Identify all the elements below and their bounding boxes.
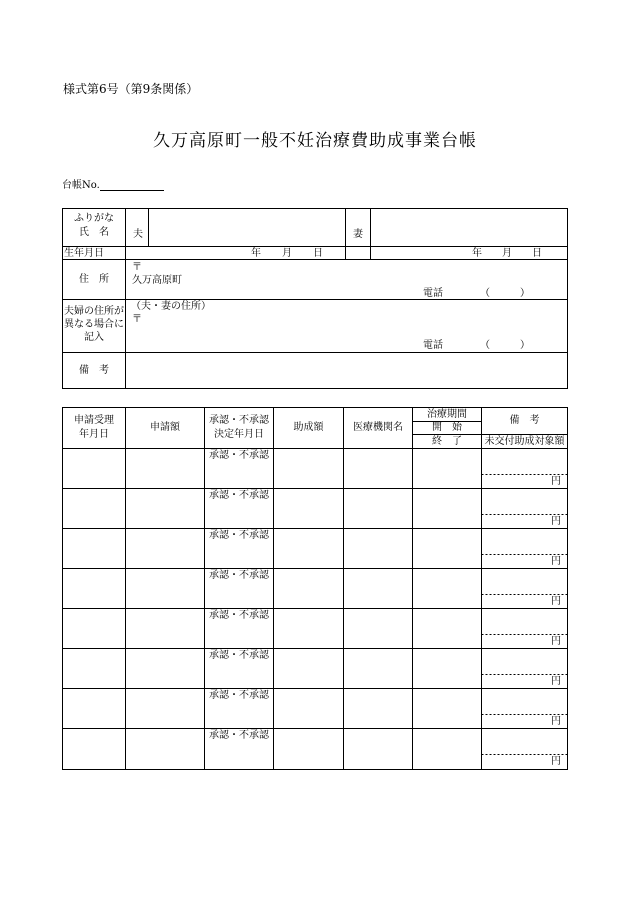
header-approval-1: 承認・不承認 — [209, 415, 269, 426]
diff-address-label-3: 記入 — [84, 332, 104, 343]
spouse-postal-mark: 〒 — [132, 314, 142, 325]
husband-dob-year: 年 — [251, 248, 261, 259]
header-period: 治療期間 — [427, 409, 467, 420]
row-4-approval: 承認・不承認 — [209, 570, 269, 581]
row-8-yen: 円 — [551, 756, 561, 767]
header-start: 開 始 — [432, 422, 462, 433]
diff-address-label-2: 異なる場合に — [64, 319, 124, 330]
row-8-approval: 承認・不承認 — [209, 730, 269, 741]
wife-dob-day: 日 — [532, 248, 542, 259]
form-number: 様式第6号（第9条関係） — [63, 82, 199, 96]
spouse-address-note: （夫・妻の住所） — [131, 301, 211, 312]
phone-paren: （ ） — [480, 288, 530, 299]
row-2-approval: 承認・不承認 — [209, 490, 269, 501]
row-7-approval: 承認・不承認 — [209, 690, 269, 701]
header-approval-2: 決定年月日 — [214, 429, 264, 440]
header-unpaid: 未交付助成対象額 — [484, 436, 565, 447]
header-remarks: 備 考 — [509, 415, 540, 426]
header-received-2: 年月日 — [79, 429, 109, 440]
row-2-yen: 円 — [551, 516, 561, 527]
records-table-border — [63, 408, 568, 770]
header-received-1: 申請受理 — [74, 415, 114, 426]
dob-label: 生年月日 — [64, 248, 104, 259]
husband-dob-month: 月 — [282, 248, 292, 259]
row-7-yen: 円 — [551, 716, 561, 727]
row-3-yen: 円 — [551, 556, 561, 567]
wife-dob-month: 月 — [502, 248, 512, 259]
phone-label: 電話 — [423, 288, 443, 299]
row-4-yen: 円 — [551, 596, 561, 607]
husband-dob-day: 日 — [313, 248, 323, 259]
remarks-label: 備 考 — [79, 365, 109, 376]
diff-address-label-1: 夫婦の住所が — [64, 306, 124, 317]
row-6-approval: 承認・不承認 — [209, 650, 269, 661]
row-6-yen: 円 — [551, 676, 561, 687]
row-3-approval: 承認・不承認 — [209, 530, 269, 541]
spouse-phone-label: 電話 — [423, 340, 443, 351]
wife-dob-year: 年 — [472, 248, 482, 259]
wife-label: 妻 — [353, 229, 363, 240]
page-title: 久万高原町一般不妊治療費助成事業台帳 — [153, 131, 477, 151]
row-1-yen: 円 — [551, 476, 561, 487]
row-5-approval: 承認・不承認 — [209, 610, 269, 621]
name-label: 氏 名 — [79, 227, 109, 238]
furigana-label: ふりがな — [74, 213, 114, 224]
postal-mark: 〒 — [132, 262, 142, 273]
address-label: 住 所 — [79, 274, 109, 285]
header-end: 終 了 — [432, 436, 462, 447]
town-name: 久万高原町 — [132, 275, 182, 286]
header-institution: 医療機関名 — [353, 422, 403, 433]
header-grant: 助成額 — [293, 422, 324, 433]
row-1-approval: 承認・不承認 — [209, 450, 269, 461]
header-amount: 申請額 — [150, 422, 180, 433]
husband-label: 夫 — [133, 229, 143, 240]
spouse-phone-paren: （ ） — [480, 340, 530, 351]
ledger-label: 台帳No. — [62, 180, 100, 191]
row-5-yen: 円 — [551, 636, 561, 647]
